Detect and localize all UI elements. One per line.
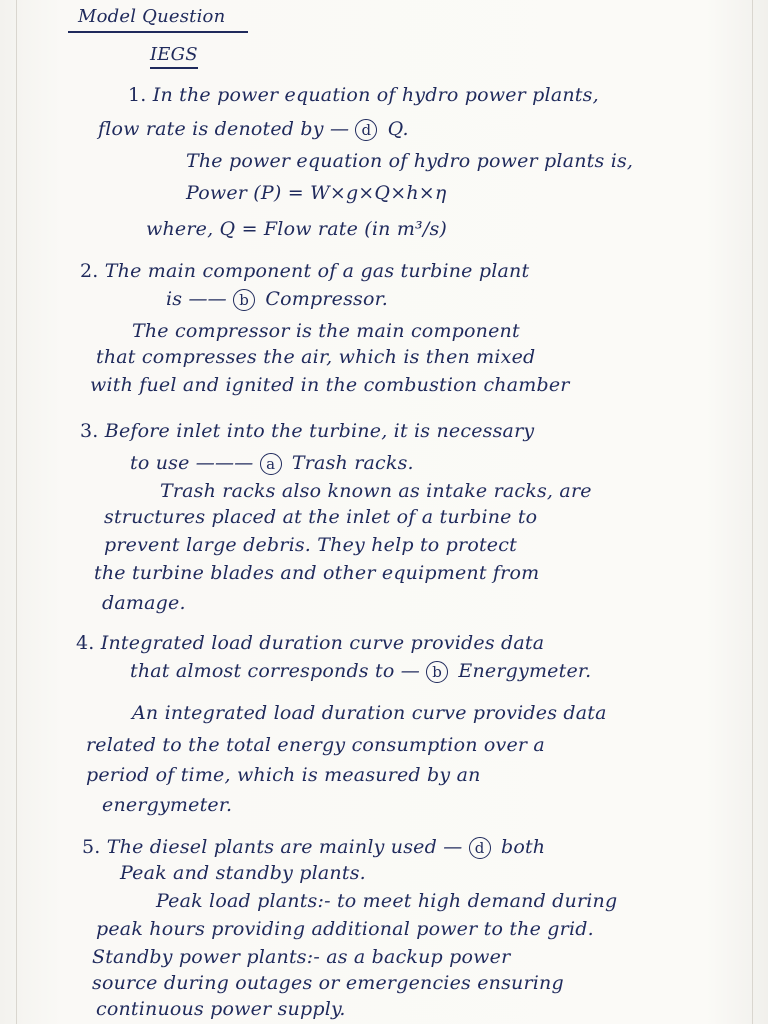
q1-text-1: In the power equation of hydro power plants,: [152, 84, 599, 106]
q4-line-2: [130, 660, 591, 683]
q2-text-1: The main component of a gas turbine plant: [104, 260, 530, 282]
q2-expl-3: with fuel and ignited in the combustion chamber: [90, 374, 570, 396]
q3-text-2: to use: [130, 452, 190, 474]
q3-expl-4: the turbine blades and other equipment from: [94, 562, 540, 584]
q1-option-circle: d: [355, 119, 377, 141]
page-edge-right: [752, 0, 753, 1024]
q5-answer: both: [500, 836, 546, 858]
q3-expl-1: Trash racks also known as intake racks, are: [160, 480, 592, 502]
q5-expl-2: peak hours providing additional power to the grid.: [96, 918, 594, 940]
q3-line-2: [130, 452, 414, 475]
q4-answer: Energymeter.: [458, 660, 592, 682]
q3-dash: ———: [195, 452, 254, 474]
q2-expl-1: The compressor is the main component: [132, 320, 520, 342]
q2-answer: Compressor.: [265, 288, 389, 310]
q4-expl-2: related to the total energy consumption over a: [86, 734, 545, 756]
q4-expl-4: energymeter.: [102, 794, 233, 816]
q2-dash: ——: [188, 288, 227, 310]
page-title: Model Question: [78, 6, 226, 27]
q5-dash: —: [443, 836, 463, 858]
q5-expl-3: Standby power plants:- as a backup power: [92, 946, 511, 968]
q1-answer: Q.: [387, 118, 409, 140]
q4-expl-3: period of time, which is measured by an: [86, 764, 481, 786]
q4-text-1: Integrated load duration curve provides data: [100, 632, 545, 654]
q4-number: 4.: [76, 632, 95, 654]
q5-expl-1: Peak load plants:- to meet high demand during: [156, 890, 618, 912]
q2-line-2: [166, 288, 388, 311]
q1-dash: —: [329, 118, 350, 140]
q2-text-2: is: [166, 288, 183, 310]
q2-option-circle: b: [233, 289, 255, 311]
q1-line-2: [98, 118, 409, 141]
q3-text-1: Before inlet into the turbine, it is necessary: [104, 420, 535, 442]
q4-dash: —: [400, 660, 420, 682]
q3-expl-2: structures placed at the inlet of a turbine to: [104, 506, 538, 528]
page-edge-left: [16, 0, 17, 1024]
q3-expl-3: prevent large debris. They help to protect: [104, 534, 517, 556]
q5-line-1: [82, 836, 545, 859]
q1-line-1: [128, 84, 599, 106]
q1-expl-2: Power (P) = W×g×Q×h×η: [186, 182, 447, 204]
q1-text-2: flow rate is denoted by: [98, 118, 324, 140]
q3-number: 3.: [80, 420, 99, 442]
subject-text: IEGS: [150, 44, 198, 69]
q4-text-2: that almost corresponds to: [130, 660, 395, 682]
q2-number: 2.: [80, 260, 99, 282]
q4-line-1: [76, 632, 544, 654]
q1-expl-1: The power equation of hydro power plants is,: [186, 150, 634, 172]
q2-expl-2: that compresses the air, which is then mixed: [96, 346, 536, 368]
q1-expl-3: where, Q = Flow rate (in m³/s): [146, 218, 448, 240]
q3-option-circle: a: [260, 453, 282, 475]
q5-expl-5: continuous power supply.: [96, 998, 346, 1020]
q3-answer: Trash racks.: [291, 452, 414, 474]
q2-line-1: [80, 260, 529, 282]
q1-number: 1.: [128, 84, 147, 106]
q5-line-2: Peak and standby plants.: [120, 862, 366, 884]
q5-number: 5.: [82, 836, 101, 858]
q5-option-circle: d: [469, 837, 491, 859]
q4-expl-1: An integrated load duration curve provides data: [132, 702, 607, 724]
subject-heading: [150, 44, 198, 66]
q5-expl-4: source during outages or emergencies ensuring: [92, 972, 564, 994]
q5-text-1: The diesel plants are mainly used: [106, 836, 437, 858]
title-underline: [68, 31, 248, 33]
q4-option-circle: b: [426, 661, 448, 683]
q3-expl-5: damage.: [102, 592, 186, 614]
q3-line-1: [80, 420, 534, 442]
